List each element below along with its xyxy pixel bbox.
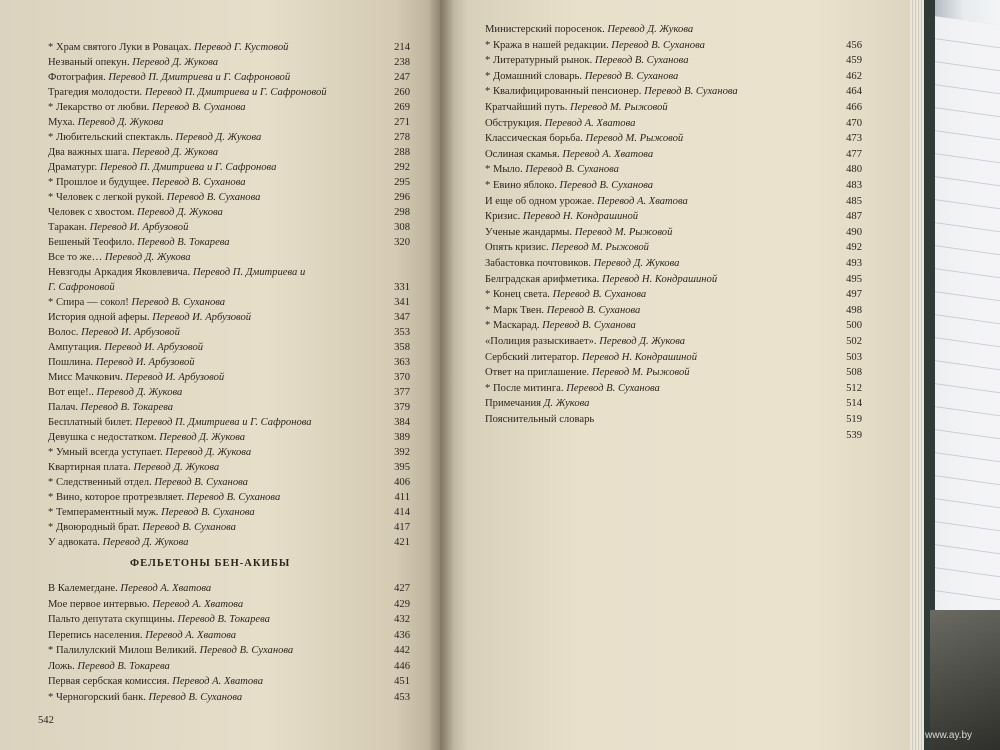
toc-entry-page: 519 [846, 414, 862, 425]
toc-entry-page: 480 [846, 164, 862, 176]
toc-entry [485, 227, 672, 239]
toc-entry [48, 132, 261, 144]
toc-entry-title: * Темпераментный муж. [48, 507, 159, 518]
toc-entry [485, 274, 717, 286]
notebook-background [925, 15, 1000, 626]
toc-entry-title: * Умный всегда уступает. [48, 447, 163, 458]
toc-entry-translator: Перевод А. Хватова [544, 117, 636, 129]
toc-entry [485, 118, 635, 130]
toc-entry [48, 630, 236, 642]
toc-entry-page: 417 [394, 522, 410, 533]
toc-entry-title: Пояснительный словарь [485, 414, 595, 425]
toc-entry-title: «Полиция разыскивает». [485, 336, 597, 347]
toc-entry-page: 421 [394, 537, 410, 548]
toc-entry-translator: Перевод В. Суханова [611, 39, 705, 51]
toc-entry-page: 320 [394, 237, 410, 248]
toc-entry-translator: Перевод И. Арбузовой [81, 327, 180, 338]
toc-entry [48, 177, 246, 189]
toc-entry-page: 347 [394, 312, 410, 323]
toc-entry-page: 502 [846, 336, 862, 347]
toc-entry-title: * Прошлое и будущее. [48, 177, 150, 188]
toc-entry-title: * Человек с легкой рукой. [48, 192, 165, 203]
toc-entry-title: Муха. [48, 117, 75, 128]
toc-entry-title: Опять кризис. [485, 242, 549, 254]
toc-entry-title: * Евино яблоко. [485, 180, 557, 191]
toc-entry [485, 336, 685, 348]
toc-entry [485, 242, 649, 254]
toc-entry-translator: Перевод П. Дмитриева и Г. Сафроновой [144, 87, 327, 98]
toc-entry-translator: Перевод И. Арбузовой [89, 222, 189, 233]
toc-entry-title: * Двоюродный брат. [48, 522, 140, 533]
toc-entry-translator: Перевод В. Суханова [525, 164, 619, 176]
toc-entry [485, 367, 690, 379]
toc-entry-page: 487 [846, 211, 862, 223]
toc-entry-page: 295 [394, 177, 410, 188]
toc-entry [48, 162, 276, 174]
toc-entry-page: 451 [394, 676, 410, 687]
toc-entry-page: 384 [394, 417, 410, 428]
toc-entry [48, 372, 224, 384]
toc-entry-page: 296 [394, 192, 410, 203]
toc-entry-page: 490 [846, 226, 862, 238]
toc-entry-translator: Перевод М. Рыжовой [551, 242, 649, 254]
toc-entry-title: * Лекарство от любви. [48, 102, 150, 113]
toc-entry-translator: Перевод Д. Жукова [593, 258, 680, 269]
toc-entry-page: 406 [394, 477, 410, 488]
toc-entry-translator: Перевод Д. Жукова [132, 147, 219, 158]
toc-entry-page: 436 [394, 629, 410, 641]
toc-entry-translator: Перевод М. Рыжовой [591, 367, 690, 379]
toc-entry-title: У адвоката. [48, 537, 100, 548]
toc-entry-translator: Перевод Д. Жукова [607, 24, 694, 35]
toc-entry-page: 238 [394, 57, 410, 68]
toc-entry-page: 503 [846, 351, 862, 363]
toc-entry-translator: Перевод П. Дмитриева и [192, 267, 306, 278]
toc-entry [485, 211, 638, 223]
toc-entry-title: Драматург. [48, 162, 98, 173]
toc-entry-page: 427 [394, 583, 410, 594]
toc-entry [48, 676, 263, 688]
toc-entry [485, 133, 683, 145]
toc-entry [485, 180, 653, 192]
toc-entry [48, 207, 223, 219]
toc-entry-translator: Перевод Д. Жукова [133, 462, 220, 473]
toc-entry-translator: Перевод Д. Жукова [599, 336, 686, 347]
toc-entry [48, 252, 191, 264]
toc-entry-title: И еще об одном урожае. [485, 195, 595, 207]
toc-entry-title: * Конец света. [485, 289, 550, 301]
toc-entry-page: 308 [394, 222, 410, 233]
toc-entry-title: Все то же… [48, 252, 103, 263]
toc-entry-translator: Перевод В. Суханова [151, 177, 246, 188]
toc-entry-title: История одной аферы. [48, 312, 150, 323]
toc-entry-page: 363 [394, 357, 410, 368]
toc-entry [48, 87, 327, 99]
toc-entry [485, 352, 697, 364]
toc-entry-title: Министерский поросенок. [485, 24, 605, 35]
toc-entry [485, 71, 678, 83]
toc-entry-translator: Перевод В. Суханова [142, 522, 236, 533]
toc-entry [48, 192, 260, 204]
toc-entry-page: 358 [394, 342, 410, 353]
toc-entry-title: Бесплатный билет. [48, 417, 133, 428]
toc-entry-title: Квартирная плата. [48, 462, 131, 473]
toc-entry [48, 72, 290, 84]
toc-entry-translator: Перевод В. Суханова [148, 691, 243, 703]
toc-entry [48, 267, 305, 279]
toc-entry-translator: Перевод И. Арбузовой [152, 312, 252, 323]
toc-entry-page: 392 [394, 447, 410, 458]
toc-entry-title: Обструкция. [485, 117, 542, 129]
toc-entry-translator: Перевод А. Хватова [597, 195, 688, 207]
toc-entry-translator: Перевод Д. Жукова [77, 117, 164, 128]
toc-entry [48, 522, 236, 534]
toc-entry-title: * Храм святого Луки в Ровацах. [48, 42, 192, 53]
toc-entry-translator: Перевод В. Суханова [559, 180, 654, 191]
toc-entry [48, 583, 211, 595]
toc-entry-translator: Перевод В. Суханова [186, 492, 281, 503]
toc-entry-translator: Перевод В. Токарева [80, 402, 174, 413]
toc-entry-title: Ампутация. [48, 342, 102, 353]
toc-entry-translator: Перевод В. Суханова [644, 86, 738, 98]
book-gutter [428, 0, 454, 750]
toc-entry-title: Первая сербская комиссия. [48, 676, 170, 687]
toc-entry-title: * Маскарад. [485, 320, 540, 332]
toc-entry-title: * После митинга. [485, 382, 564, 394]
toc-entry [48, 645, 293, 657]
toc-entry [485, 414, 594, 426]
toc-entry-page: 271 [394, 117, 410, 128]
toc-entry-title: * Вино, которое протрезвляет. [48, 492, 184, 503]
toc-entry-title: Мисс Мачкович. [48, 372, 123, 383]
toc-entry-translator: Перевод М. Рыжовой [574, 226, 673, 238]
toc-entry-title: * Любительский спектакль. [48, 132, 173, 143]
toc-entry-translator: Перевод Д. Жукова [137, 207, 223, 218]
toc-entry [48, 462, 219, 474]
toc-entry [48, 117, 163, 129]
toc-entry [48, 661, 170, 673]
toc-entry-translator: Перевод М. Рыжовой [585, 133, 684, 145]
toc-entry-page: 432 [394, 614, 410, 625]
toc-entry-title: * Марк Твен. [485, 304, 545, 316]
toc-entry-page: 429 [394, 598, 410, 610]
watermark: www.ay.by [925, 730, 973, 741]
toc-entry-title: * Палилулский Милош Великий. [48, 645, 197, 656]
toc-entry-translator: Перевод А. Хватова [172, 676, 264, 687]
toc-entry-page: 331 [394, 282, 410, 293]
toc-entry-title: * Литературный рынок. [485, 55, 593, 67]
toc-entry [48, 447, 251, 459]
toc-entry-page: 514 [846, 398, 862, 410]
toc-entry-page: 508 [846, 367, 862, 379]
toc-entry-translator: Перевод Д. Жукова [165, 447, 252, 458]
toc-entry-title: Пальто депутата скупщины. [48, 614, 175, 625]
toc-entry-page: 498 [846, 304, 862, 316]
toc-entry-translator: Перевод И. Арбузовой [104, 342, 204, 353]
toc-entry [485, 86, 738, 98]
toc-entry-translator: Перевод В. Токарева [77, 660, 170, 672]
toc-entry-page: 411 [394, 492, 410, 503]
toc-entry-page: 495 [846, 273, 862, 285]
toc-entry-page: 462 [846, 70, 862, 82]
toc-entry-title: * Мыло. [485, 164, 523, 176]
toc-entry-title: * Спира — сокол! [48, 297, 129, 308]
toc-entry-translator: Перевод Г. Кустовой [194, 42, 289, 53]
toc-entry-translator: Перевод В. Суханова [151, 102, 246, 113]
toc-entry-page: 377 [394, 387, 410, 398]
toc-entry [48, 297, 225, 309]
toc-entry [48, 312, 251, 324]
toc-entry-translator: Перевод П. Дмитриева и Г. Сафронова [135, 417, 312, 428]
toc-entry-translator: Перевод Н. Кондрашиной [601, 273, 718, 285]
toc-entry-translator: Перевод Д. Жукова [102, 537, 189, 548]
toc-entry [48, 417, 312, 429]
toc-entry-page: 379 [394, 402, 410, 413]
toc-entry-page: 497 [846, 289, 862, 301]
toc-entry [48, 387, 182, 399]
toc-entry [485, 24, 693, 36]
toc-entry-translator: Перевод В. Токарева [137, 237, 230, 248]
toc-entry-translator: Перевод Д. Жукова [175, 132, 262, 143]
toc-entry [485, 149, 653, 161]
toc-entry-page: 492 [846, 242, 862, 254]
toc-entry-page: 260 [394, 87, 410, 98]
toc-entry-title: Пошлина. [48, 357, 94, 368]
toc-entry-page: 278 [394, 132, 410, 143]
toc-entry-translator: Перевод Д. Жукова [159, 432, 246, 443]
toc-entry-page: 512 [846, 382, 862, 394]
toc-entry [485, 383, 660, 395]
toc-entry [485, 398, 589, 410]
toc-entry-translator: Перевод В. Суханова [566, 382, 660, 394]
toc-entry-translator: Перевод И. Арбузовой [125, 372, 225, 383]
toc-entry [48, 432, 245, 444]
toc-entry-page: 247 [394, 72, 410, 83]
toc-entry-translator: Перевод Д. Жукова [96, 387, 183, 398]
toc-entry-title: Перепись населения. [48, 629, 143, 641]
toc-entry-translator: Перевод П. Дмитриева и Г. Сафронова [99, 162, 277, 173]
toc-entry [48, 402, 173, 414]
toc-entry [48, 492, 280, 504]
toc-entry [485, 258, 679, 270]
toc-entry [48, 282, 115, 294]
toc-entry-title: Сербский литератор. [485, 351, 580, 363]
toc-entry [485, 102, 668, 114]
toc-entry-page: 453 [394, 691, 410, 703]
toc-entry-page: 459 [846, 55, 862, 67]
toc-entry-page: 470 [846, 117, 862, 129]
toc-entry-translator: Г. Сафроновой [48, 282, 115, 293]
toc-entry [485, 55, 689, 67]
toc-entry-title: Ложь. [48, 660, 75, 672]
toc-entry [48, 342, 203, 354]
toc-entry [48, 222, 188, 234]
toc-entry-translator: Перевод Д. Жукова [132, 57, 219, 68]
toc-entry-translator: Перевод В. Токарева [177, 614, 270, 625]
toc-entry [48, 237, 230, 249]
toc-entry-translator: Перевод В. Суханова [542, 320, 636, 332]
toc-entry-page: 464 [846, 86, 862, 98]
toc-entry-page: 288 [394, 147, 410, 158]
toc-entry-page: 370 [394, 372, 410, 383]
toc-entry-title: Волос. [48, 327, 79, 338]
toc-entry-translator: Д. Жукова [543, 398, 590, 410]
toc-entry-title: Фотография. [48, 72, 106, 83]
toc-entry [48, 692, 242, 704]
toc-entry-translator: Перевод В. Суханова [552, 289, 647, 301]
toc-entry-title: Девушка с недостатком. [48, 432, 157, 443]
toc-entry-title: Ученые жандармы. [485, 226, 573, 238]
toc-entry-page: 493 [846, 258, 862, 269]
toc-entry-translator: Перевод Н. Кондрашиной [581, 351, 698, 363]
page-number-folio: 542 [38, 715, 54, 726]
toc-entry-translator: Перевод В. Суханова [584, 70, 679, 82]
toc-entry-title: Незваный опекун. [48, 57, 130, 68]
toc-entry [48, 537, 188, 549]
toc-entry-title: Бешеный Теофило. [48, 237, 135, 248]
toc-entry-translator: Перевод В. Суханова [154, 477, 248, 488]
toc-entry [48, 327, 180, 339]
toc-entry-title: Два важных шага. [48, 147, 130, 158]
toc-entry [48, 477, 248, 489]
toc-entry-title: В Калемегдане. [48, 583, 118, 594]
toc-entry-title: Забастовка почтовиков. [485, 258, 591, 269]
toc-entry-translator: Перевод В. Суханова [161, 507, 255, 518]
toc-entry-translator: Перевод Н. Кондрашиной [522, 211, 639, 223]
toc-entry-title: Кризис. [485, 211, 521, 223]
toc-entry-translator: Перевод А. Хватова [120, 583, 212, 594]
toc-entry-title: Белградская арифметика. [485, 273, 600, 285]
background-corner [930, 610, 1000, 750]
toc-entry [485, 40, 705, 52]
toc-entry-title: * Кража в нашей редакции. [485, 39, 609, 51]
toc-entry-translator: Перевод А. Хватова [145, 629, 237, 641]
toc-entry-title: * Следственный отдел. [48, 477, 152, 488]
toc-entry-page: 485 [846, 195, 862, 207]
toc-entry [48, 614, 270, 626]
toc-entry-translator: Перевод В. Суханова [546, 304, 641, 316]
toc-entry [485, 196, 688, 208]
toc-entry-title: Мое первое интервью. [48, 598, 150, 610]
toc-entry-page: 466 [846, 102, 862, 113]
toc-entry [48, 57, 218, 69]
toc-entry [485, 164, 619, 176]
toc-entry [48, 102, 246, 114]
toc-entry-title: * Домашний словарь. [485, 70, 583, 82]
toc-entry-title: Вот еще!.. [48, 387, 94, 398]
toc-entry-title: Ослиная скамья. [485, 148, 560, 160]
section-heading: ФЕЛЬЕТОНЫ БЕН-АКИБЫ [130, 558, 291, 569]
toc-entry-page: 269 [394, 102, 410, 113]
toc-entry-title: Ответ на приглашение. [485, 367, 590, 379]
toc-entry-translator: Перевод А. Хватова [562, 148, 654, 160]
toc-entry-translator: Перевод В. Суханова [594, 55, 689, 67]
toc-entry-title: Таракан. [48, 222, 87, 233]
toc-entry-translator: Перевод П. Дмитриева и Г. Сафроновой [108, 72, 291, 83]
toc-entry-page: 214 [394, 42, 410, 53]
toc-entry-page: 389 [394, 432, 410, 443]
toc-entry [48, 507, 255, 519]
toc-entry-title: Невзгоды Аркадия Яковлевича. [48, 267, 191, 278]
toc-entry-title: * Черногорский банк. [48, 691, 146, 703]
toc-entry [48, 357, 195, 369]
toc-entry-title: Палач. [48, 402, 78, 413]
toc-entry-page: 456 [846, 39, 862, 51]
toc-entry-page: 414 [394, 507, 410, 518]
toc-entry-page: 442 [394, 645, 410, 656]
toc-entry-translator: Перевод М. Рыжовой [570, 102, 668, 113]
toc-entry-title: * Квалифицированный пенсионер. [485, 86, 642, 98]
toc-entry-page: 539 [846, 429, 862, 441]
toc-entry [485, 320, 636, 332]
toc-entry-page: 473 [846, 133, 862, 145]
toc-entry-page: 446 [394, 660, 410, 672]
toc-entry-title: Классическая борьба. [485, 133, 583, 145]
toc-entry-page: 341 [394, 297, 410, 308]
toc-entry-page: 395 [394, 462, 410, 473]
toc-entry-title: Кратчайший путь. [485, 102, 568, 113]
toc-entry [485, 305, 640, 317]
toc-entry-translator: Перевод В. Суханова [131, 297, 226, 308]
toc-entry-page: 483 [846, 180, 862, 191]
toc-entry [48, 42, 288, 54]
toc-entry-translator: Перевод А. Хватова [152, 598, 244, 610]
toc-entry-page: 353 [394, 327, 410, 338]
toc-entry [48, 599, 243, 611]
toc-entry-translator: Перевод Д. Жукова [104, 252, 191, 263]
toc-entry-title: Примечания [485, 398, 541, 410]
toc-entry-page: 292 [394, 162, 410, 173]
toc-entry-title: Трагедия молодости. [48, 87, 143, 98]
page-edges [910, 0, 924, 750]
toc-entry [48, 147, 218, 159]
toc-entry-page: 298 [394, 207, 410, 218]
toc-entry-page: 477 [846, 148, 862, 160]
toc-entry-translator: Перевод В. Суханова [166, 192, 261, 203]
toc-entry-translator: Перевод В. Суханова [199, 645, 294, 656]
toc-entry [485, 289, 646, 301]
toc-entry-translator: Перевод И. Арбузовой [95, 357, 195, 368]
toc-entry-page: 500 [846, 320, 862, 332]
toc-entry-title: Человек с хвостом. [48, 207, 135, 218]
